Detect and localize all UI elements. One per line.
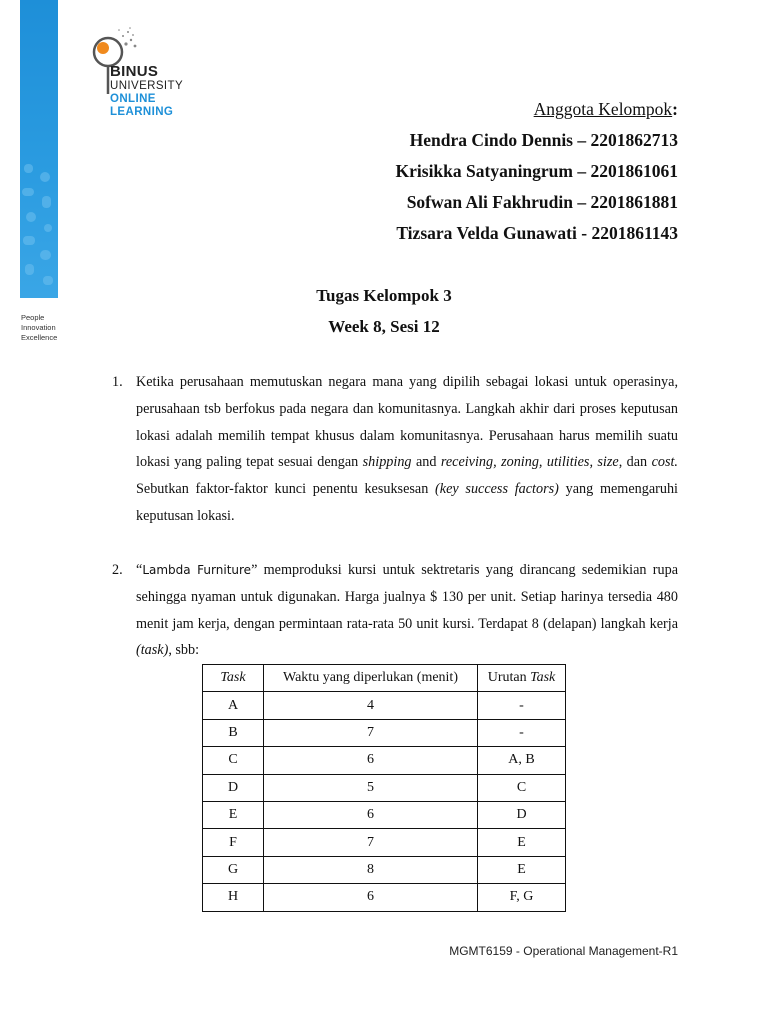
logo-learning: LEARNING — [110, 106, 174, 118]
text-run: ” memproduksi kursi untuk sektretaris yang dirancang sedemikian rupa sehingga nyaman untuk digunakan. Harga jualnya $ 130 per unit. Setiap harinya tersedia 480 menit jam kerja, dengan permintaan rata-rata 50 unit kursi. Terdapat 8 (delapan) langkah kerja — [136, 562, 678, 632]
page-footer: MGMT6159 - Operational Management-R1 — [449, 944, 678, 958]
table-row — [203, 856, 566, 883]
logo-online: ONLINE — [110, 93, 156, 105]
cell-order: - — [478, 719, 566, 746]
table-row — [203, 801, 566, 828]
header-time: Waktu yang diperlukan (menit) — [264, 665, 478, 692]
table-row — [203, 774, 566, 801]
cell-order: E — [478, 856, 566, 883]
text-run-italic: (task) — [136, 642, 169, 659]
question-text — [136, 557, 678, 664]
member-entry: Tizsara Velda Gunawati - 2201861143 — [396, 223, 678, 243]
binus-logo-wordmark — [110, 64, 183, 119]
text-run-italic: receiving, zoning, utilities, size — [440, 454, 619, 471]
cell-order: C — [478, 774, 566, 801]
text-run: Ketika perusahaan memutuskan negara mana yang dipilih sebagai lokasi untuk operasinya, perusahaan tsb berfokus pada negara dan komunitasnya. Langkah akhir dari proses keputusan lokasi adalah memilih tempat khusus dalam komunitasnya. Perusahaan harus memilih suatu lokasi yang paling tepat sesuai dengan — [136, 374, 678, 471]
table-row — [203, 747, 566, 774]
header-order — [478, 665, 566, 692]
question-2 — [112, 557, 678, 664]
text-run-italic: shipping — [362, 454, 412, 471]
title-line-2: Week 8, Sesi 12 — [328, 317, 440, 336]
members-header-label: Anggota Kelompok — [533, 99, 673, 119]
table-row — [203, 692, 566, 719]
tagline-line: Innovation — [21, 323, 56, 332]
table-row — [203, 884, 566, 911]
cell-task: D — [203, 774, 264, 801]
text-run-italic: (key success factors) — [435, 481, 559, 498]
cell-time: 4 — [264, 692, 478, 719]
logo-binus: BINUS — [110, 63, 159, 80]
table-header-row — [203, 665, 566, 692]
table-row — [203, 829, 566, 856]
text-run-italic: cost. — [651, 454, 678, 471]
question-text — [136, 369, 678, 530]
cell-task: G — [203, 856, 264, 883]
cell-task: A — [203, 692, 264, 719]
text-run: Sebutkan faktor-faktor kunci penentu kesuksesan — [136, 481, 436, 498]
text-run: , sbb: — [168, 642, 200, 659]
cell-task: H — [203, 884, 264, 911]
cell-time: 5 — [264, 774, 478, 801]
cell-task: B — [203, 719, 264, 746]
question-number: 2. — [112, 562, 123, 578]
cell-order: A, B — [478, 747, 566, 774]
cell-time: 7 — [264, 829, 478, 856]
text-run: “ — [136, 562, 143, 578]
question-number: 1. — [112, 374, 123, 390]
header-task-label: Task — [220, 670, 246, 686]
text-run: and — [411, 454, 441, 471]
cell-time: 6 — [264, 884, 478, 911]
header-order-prefix: Urutan — [487, 670, 531, 686]
title-line-1: Tugas Kelompok 3 — [316, 286, 452, 305]
table-row — [203, 719, 566, 746]
members-header-colon: : — [672, 99, 678, 119]
group-members-block — [396, 94, 678, 249]
cell-time: 6 — [264, 747, 478, 774]
cell-order: D — [478, 801, 566, 828]
cell-time: 8 — [264, 856, 478, 883]
header-order-italic: Task — [530, 670, 556, 686]
tagline-line: People — [21, 313, 45, 322]
members-header — [396, 94, 678, 125]
cell-task: F — [203, 829, 264, 856]
logo-university: UNIVERSITY — [110, 80, 184, 92]
header-task — [203, 665, 264, 692]
cell-time: 6 — [264, 801, 478, 828]
task-table — [202, 664, 566, 912]
member-entry: Hendra Cindo Dennis – 2201862713 — [409, 130, 678, 150]
cell-order: - — [478, 692, 566, 719]
cell-order: E — [478, 829, 566, 856]
assignment-title — [0, 280, 768, 342]
cell-task: E — [203, 801, 264, 828]
company-name: Lambda Furniture — [142, 563, 252, 577]
member-entry: Krisikka Satyaningrum – 2201861061 — [395, 161, 678, 181]
text-run: , dan — [618, 454, 652, 471]
question-1 — [112, 369, 678, 530]
cell-task: C — [203, 747, 264, 774]
cell-time: 7 — [264, 719, 478, 746]
cell-order: F, G — [478, 884, 566, 911]
sidebar-pattern-graphic — [20, 158, 58, 298]
text-run: yang memengaruhi keputusan lokasi. — [136, 481, 678, 524]
member-entry: Sofwan Ali Fakhrudin – 2201861881 — [406, 192, 678, 212]
brand-sidebar-strip — [20, 0, 58, 298]
tagline-line: Excellence — [21, 333, 58, 342]
